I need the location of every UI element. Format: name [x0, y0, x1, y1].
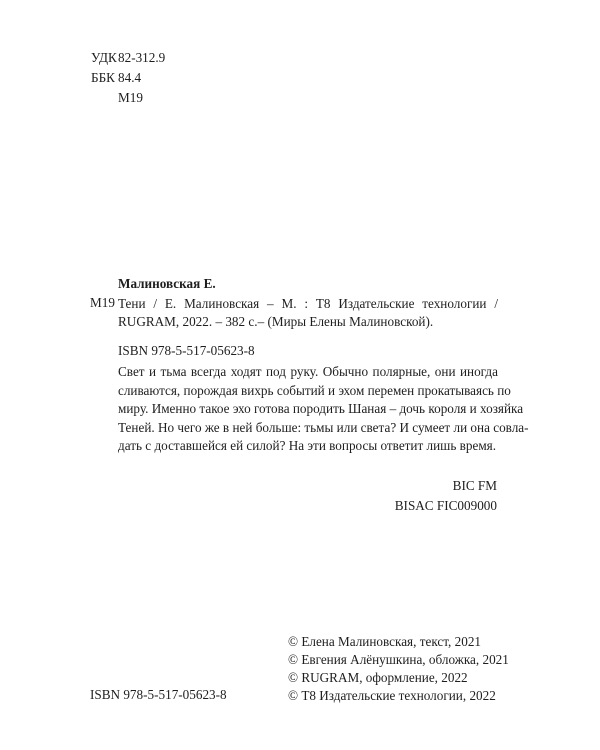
abstract-line-5: дать с доставшейся ей силой? На эти вопросы ответит лишь время. — [118, 438, 497, 453]
bisac-code: BISAC FIC009000 — [394, 498, 497, 513]
udk-value: 82-312.9 — [118, 50, 166, 65]
record-isbn: ISBN 978-5-517-05623-8 — [118, 343, 255, 358]
copyright-line: © Елена Малиновская, текст, 2021 — [288, 634, 482, 649]
bib-line-2: RUGRAM, 2022. – 382 с.– (Миры Елены Малиновской). — [118, 314, 434, 329]
abstract-line-3: миру. Именно такое эхо готова породить Шаная – дочь короля и хозяйка — [118, 401, 524, 416]
udk-label: УДК — [91, 50, 117, 65]
abstract-line-4: Теней. Но чего же в ней больше: тьмы или света? И сумеет ли она совла- — [118, 419, 529, 435]
copyright-line: © RUGRAM, оформление, 2022 — [288, 670, 468, 685]
classification-block — [91, 50, 165, 110]
copyright-list — [288, 633, 509, 705]
udk-row — [91, 50, 165, 70]
bbk-row — [91, 70, 165, 90]
copyright-line: © Т8 Издательские технологии, 2022 — [288, 688, 496, 703]
author-mark-row — [91, 90, 165, 110]
copyright-line: © Евгения Алёнушкина, обложка, 2021 — [288, 652, 509, 667]
abstract — [118, 363, 529, 456]
author-mark: М19 — [118, 90, 143, 105]
abstract-line-2: сливаются, порождая вихрь событий и эхом перемен прокатываясь по — [118, 382, 511, 398]
bib-line-1: Тени / Е. Малиновская – М. : Т8 Издательские технологии / — [118, 296, 498, 311]
abstract-line-1: Свет и тьма всегда ходят под руку. Обычно полярные, они иногда — [118, 364, 498, 379]
bic-code: BIC FM — [452, 478, 497, 493]
footer-isbn: ISBN 978-5-517-05623-8 — [90, 687, 227, 702]
record-author: Малиновская Е. — [118, 276, 216, 291]
record-call-mark: М19 — [90, 295, 115, 310]
bbk-label: ББК — [91, 70, 115, 85]
bbk-value: 84.4 — [118, 70, 142, 85]
bibliographic-description — [118, 295, 498, 331]
subject-codes — [395, 476, 497, 516]
